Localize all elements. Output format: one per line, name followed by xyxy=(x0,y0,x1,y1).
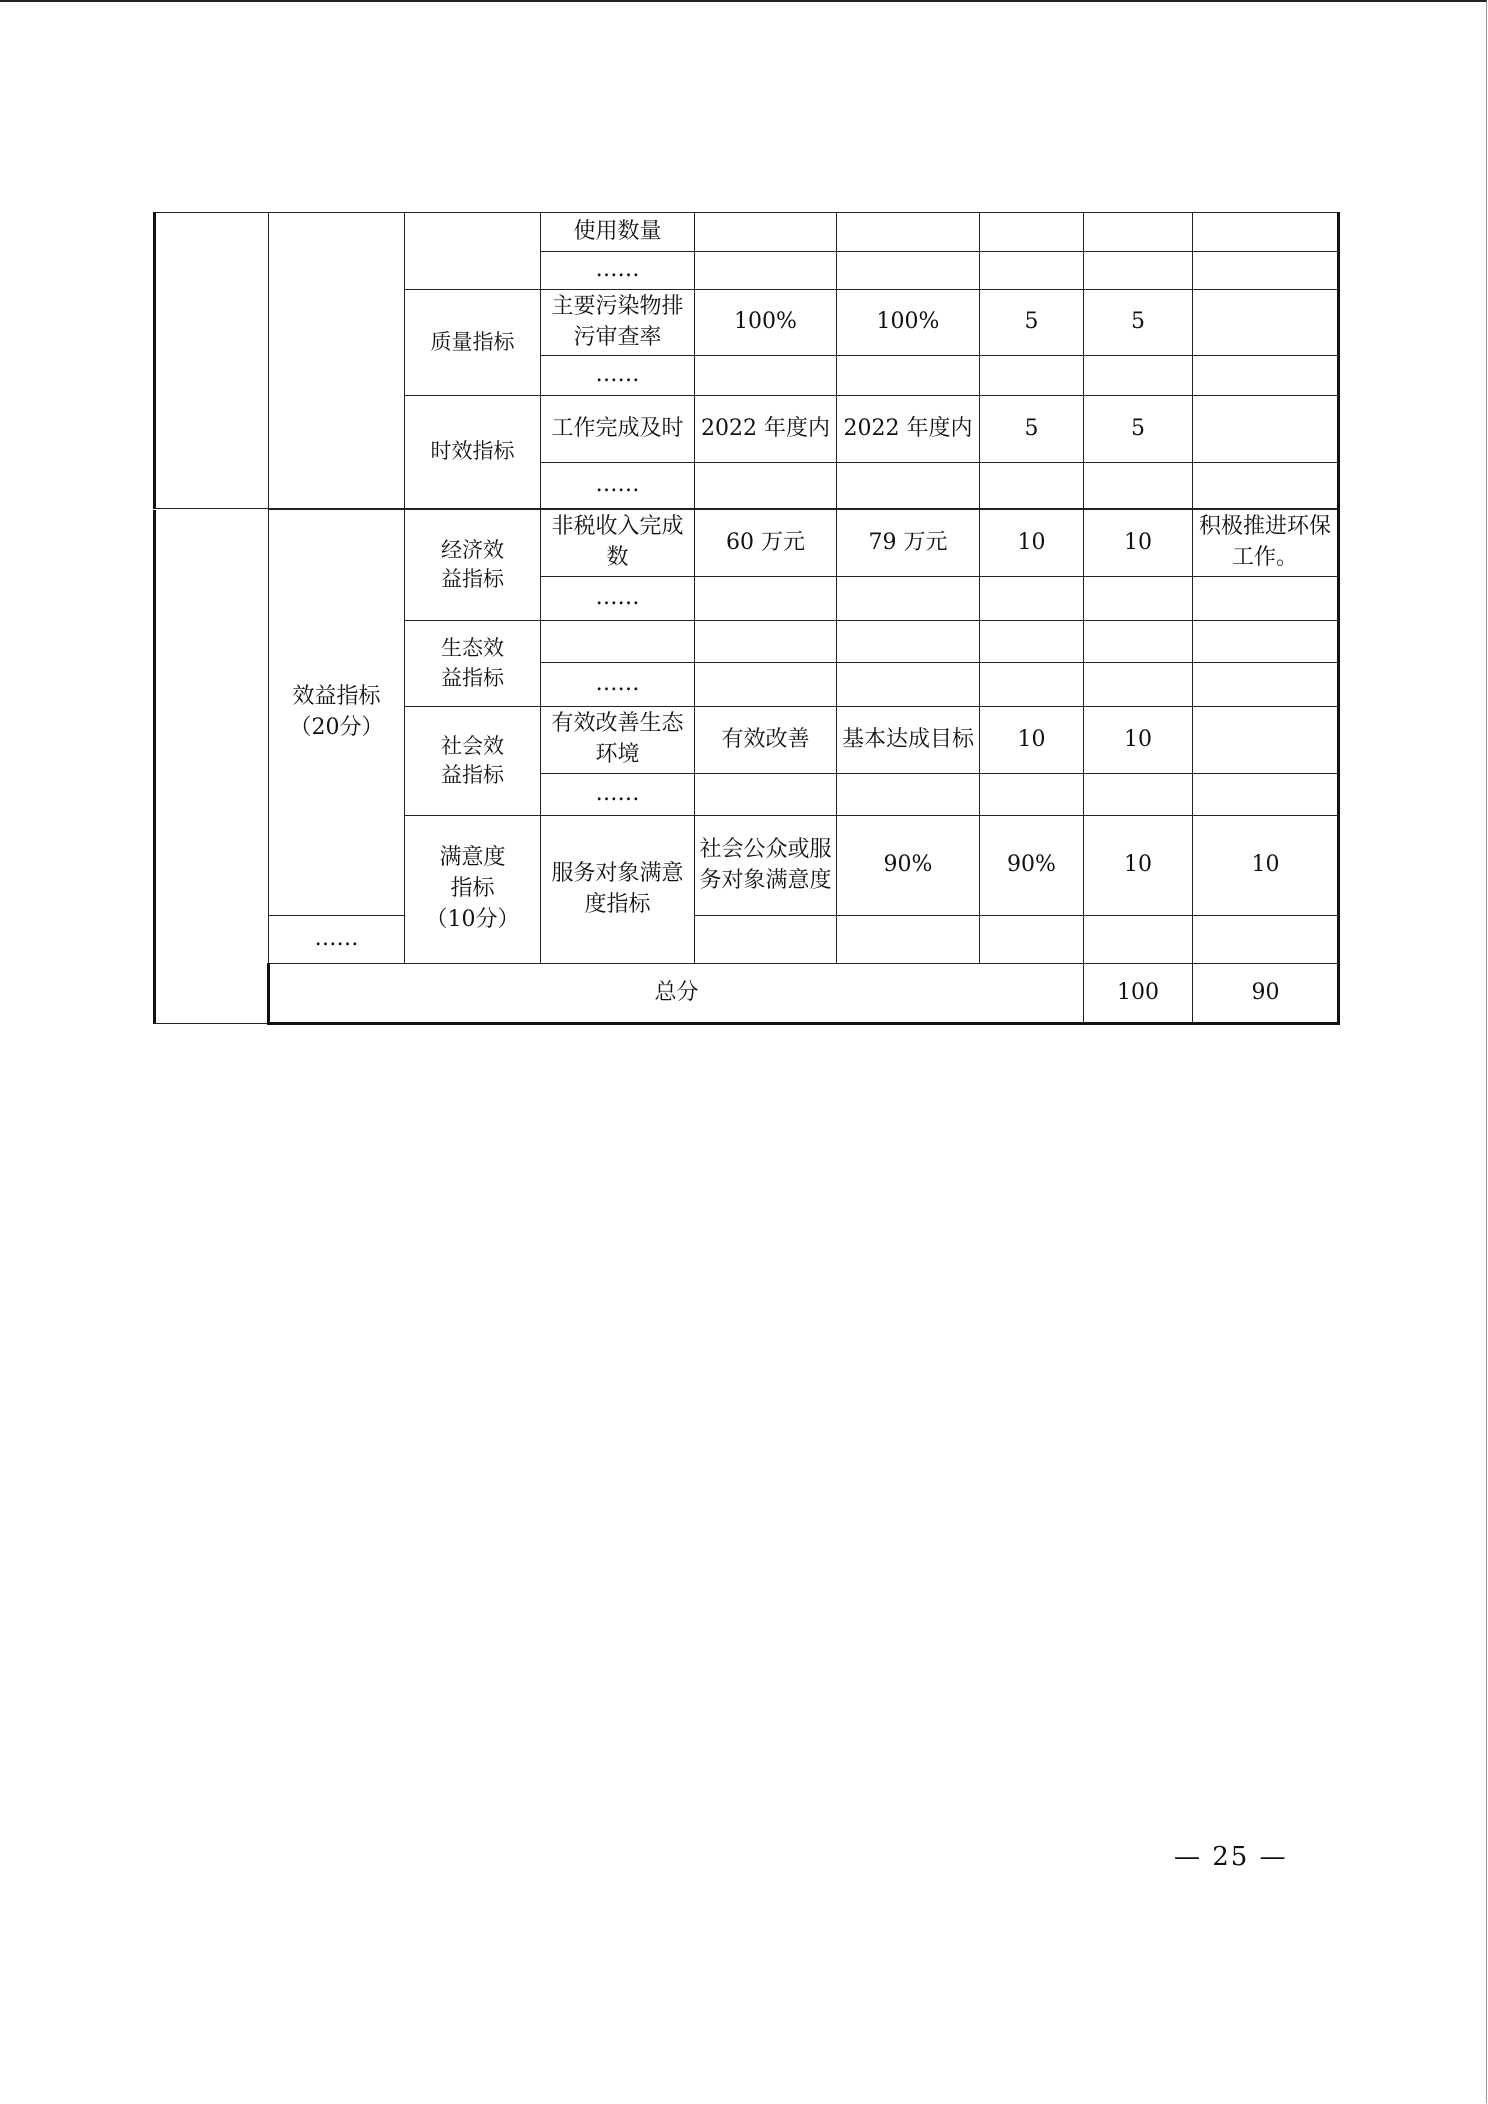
score-cell: 10 xyxy=(1193,816,1339,916)
total-score: 90 xyxy=(1193,964,1339,1024)
target-cell: 60 万元 xyxy=(695,510,837,577)
level2-cell-satisfaction: 满意度 指标 （10分） xyxy=(405,816,541,964)
weight-cell: 10 xyxy=(980,707,1084,774)
total-row xyxy=(155,964,1339,1024)
actual-cell: 100% xyxy=(837,290,980,356)
level3-cell-timeliness: 时效指标 xyxy=(405,396,541,509)
metric-cell: 有效改善生态环境 xyxy=(541,707,695,774)
score-cell: 5 xyxy=(1084,396,1193,463)
actual-cell: 2022 年度内 xyxy=(837,396,980,463)
page-number: — 25 — xyxy=(1174,1842,1288,1872)
level3-cell-quality: 质量指标 xyxy=(405,290,541,396)
weight-cell: 10 xyxy=(1084,816,1193,916)
level2-cell-output xyxy=(269,213,405,509)
metric-cell: 工作完成及时 xyxy=(541,396,695,463)
ellipsis-cell: …… xyxy=(541,356,695,396)
level2-cell-benefit: 效益指标 （20分） xyxy=(269,510,405,916)
metric-cell: 主要污染物排污审查率 xyxy=(541,290,695,356)
level3-cell-social: 社会效 益指标 xyxy=(405,707,541,816)
score-cell: 10 xyxy=(1084,707,1193,774)
performance-table xyxy=(153,212,1340,509)
score-cell: 5 xyxy=(1084,290,1193,356)
metric-cell: 非税收入完成数 xyxy=(541,510,695,577)
level3-cell-ecological: 生态效 益指标 xyxy=(405,621,541,707)
table-row xyxy=(155,916,1339,964)
performance-table-benefit xyxy=(153,509,1340,1025)
ellipsis-cell: …… xyxy=(269,916,405,964)
score-cell: 10 xyxy=(1084,510,1193,577)
ellipsis-cell: …… xyxy=(541,577,695,621)
actual-cell: 79 万元 xyxy=(837,510,980,577)
level1-cell-cont xyxy=(155,510,269,1024)
level1-cell xyxy=(155,213,269,509)
level3-cell-satisfaction: 服务对象满意度指标 xyxy=(541,816,695,964)
target-cell: 2022 年度内 xyxy=(695,396,837,463)
target-cell: 100% xyxy=(695,290,837,356)
metric-cell: 社会公众或服务对象满意度 xyxy=(695,816,837,916)
level3-cell-economic: 经济效 益指标 xyxy=(405,510,541,621)
weight-cell: 5 xyxy=(980,396,1084,463)
level3-cell-quantity xyxy=(405,213,541,290)
total-weight: 100 xyxy=(1084,964,1193,1024)
metric-cell: 使用数量 xyxy=(541,213,695,252)
total-label: 总分 xyxy=(269,964,1084,1024)
ellipsis-cell: …… xyxy=(541,774,695,816)
note-cell: 积极推进环保工作。 xyxy=(1193,510,1339,577)
table-row xyxy=(155,510,1339,577)
weight-cell: 10 xyxy=(980,510,1084,577)
weight-cell: 5 xyxy=(980,290,1084,356)
ellipsis-cell: …… xyxy=(541,463,695,509)
actual-cell: 基本达成目标 xyxy=(837,707,980,774)
target-cell: 有效改善 xyxy=(695,707,837,774)
ellipsis-cell: …… xyxy=(541,663,695,707)
target-cell: 90% xyxy=(837,816,980,916)
actual-cell: 90% xyxy=(980,816,1084,916)
table-row xyxy=(155,213,1339,252)
ellipsis-cell: …… xyxy=(541,252,695,290)
